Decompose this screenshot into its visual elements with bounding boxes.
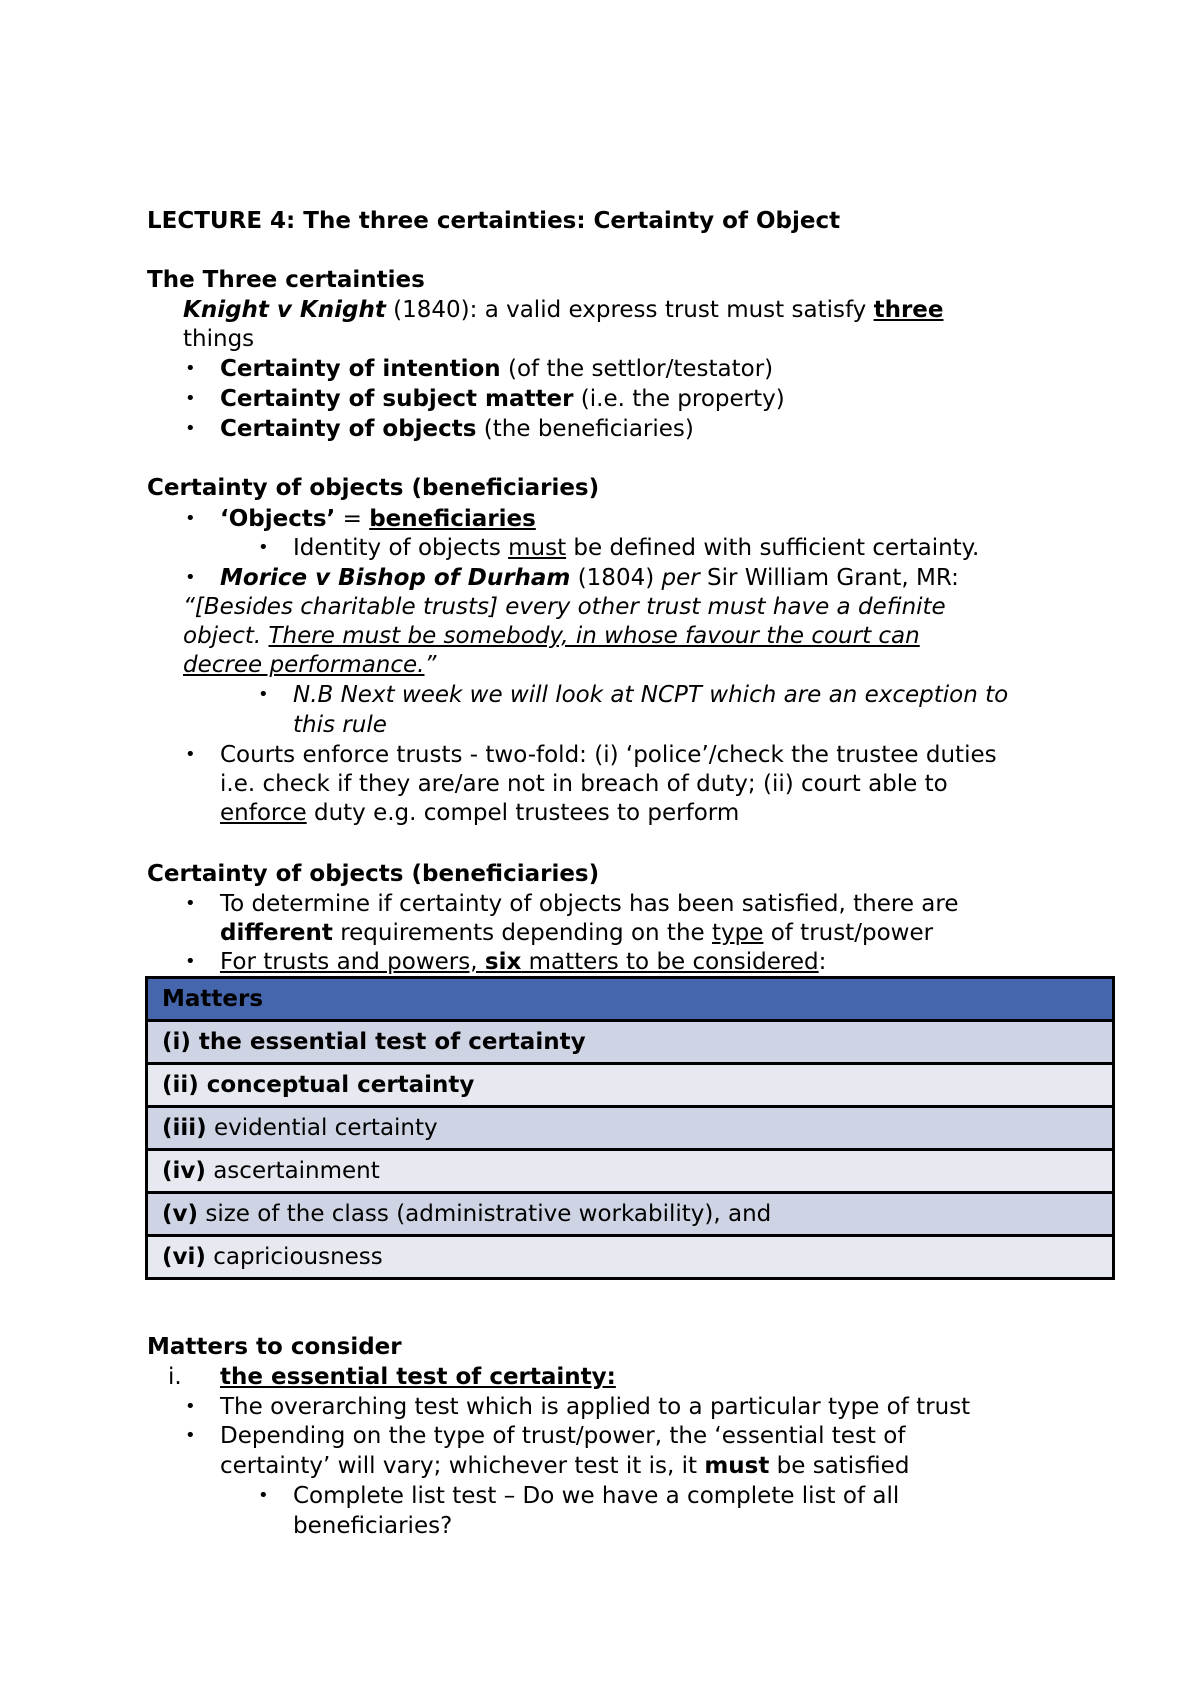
table-row: (i) the essential test of certainty: [147, 1021, 1114, 1064]
table-row: (iii) evidential certainty: [147, 1107, 1114, 1150]
case-name: Knight v Knight: [183, 297, 386, 323]
bullet-icon: •: [185, 388, 196, 409]
morice-case-line: Morice v Bishop of Durham (1804) per Sir William Grant, MR:: [220, 565, 959, 591]
complete-list-line-2: beneficiaries?: [293, 1513, 453, 1539]
courts-line-1: Courts enforce trusts - two-fold: (i) ‘police’/check the trustee duties: [220, 742, 997, 768]
section-heading-certainty-objects: Certainty of objects (beneficiaries): [147, 475, 600, 501]
bullet-icon: •: [185, 418, 196, 439]
list-item: Certainty of objects (the beneficiaries): [220, 416, 694, 442]
table-row: (vi) capriciousness: [147, 1236, 1114, 1279]
sub-bullet-icon: •: [258, 537, 269, 558]
case-text: (1840): a valid express trust must satisfy: [385, 297, 874, 323]
section-heading-certainty-objects-2: Certainty of objects (beneficiaries): [147, 861, 600, 887]
emphasis-three: three: [873, 297, 944, 323]
knight-case-line: [183, 295, 944, 325]
determine-line-1: To determine if certainty of objects has been satisfied, there are: [220, 891, 959, 917]
quote-line-1: “[Besides charitable trusts] every other trust must have a definite: [183, 594, 946, 620]
list-item: Certainty of intention (of the settlor/testator): [220, 356, 774, 382]
bullet-icon: •: [185, 508, 196, 529]
table-row: (iv) ascertainment: [147, 1150, 1114, 1193]
sub-bullet-icon: •: [258, 1485, 269, 1506]
objects-definition: ‘Objects’ = beneficiaries: [220, 506, 536, 532]
bullet-icon: •: [185, 358, 196, 379]
courts-line-2: i.e. check if they are/are not in breach of duty; (ii) court able to: [220, 771, 948, 797]
bullet-icon: •: [185, 744, 196, 765]
determine-line-2: different requirements depending on the type of trust/power: [220, 920, 934, 946]
table-row: (v) size of the class (administrative workability), and: [147, 1193, 1114, 1236]
roman-numeral: i.: [168, 1364, 182, 1390]
courts-line-3: enforce duty e.g. compel trustees to perform: [220, 800, 740, 826]
bullet-icon: •: [185, 567, 196, 588]
quote-line-2: object. There must be somebody, in whose favour the court can: [183, 623, 920, 649]
bullet-icon: •: [185, 893, 196, 914]
sub-bullet-icon: •: [258, 684, 269, 705]
nb-line-2: this rule: [293, 712, 387, 738]
bullet-icon: •: [185, 951, 196, 972]
matters-table: [145, 976, 1115, 1280]
bullet-icon: •: [185, 1396, 196, 1417]
sub-heading-essential-test: the essential test of certainty:: [220, 1364, 616, 1390]
depending-line-2: certainty’ will vary; whichever test it is, it must be satisfied: [220, 1453, 910, 1479]
table-header-row: [147, 978, 1114, 1021]
nb-line-1: N.B Next week we will look at NCPT which are an exception to: [293, 682, 1009, 708]
bullet-icon: •: [185, 1425, 196, 1446]
six-matters-line: For trusts and powers, six matters to be considered:: [220, 949, 827, 975]
complete-list-line-1: Complete list test – Do we have a complete list of all: [293, 1483, 900, 1509]
case-text-cont: things: [183, 326, 255, 352]
page-title: LECTURE 4: The three certainties: Certainty of Object: [147, 208, 841, 234]
section-heading-matters-to-consider: Matters to consider: [147, 1334, 402, 1360]
table-header-cell: Matters: [147, 978, 1114, 1021]
section-heading-three-certainties: The Three certainties: [147, 267, 425, 293]
table-row: (ii) conceptual certainty: [147, 1064, 1114, 1107]
quote-line-3: decree performance.”: [183, 652, 437, 678]
list-item: Identity of objects must be defined with sufficient certainty.: [293, 535, 980, 561]
depending-line-1: Depending on the type of trust/power, the ‘essential test of: [220, 1423, 906, 1449]
list-item: Certainty of subject matter (i.e. the property): [220, 386, 785, 412]
list-item: The overarching test which is applied to a particular type of trust: [220, 1394, 971, 1420]
